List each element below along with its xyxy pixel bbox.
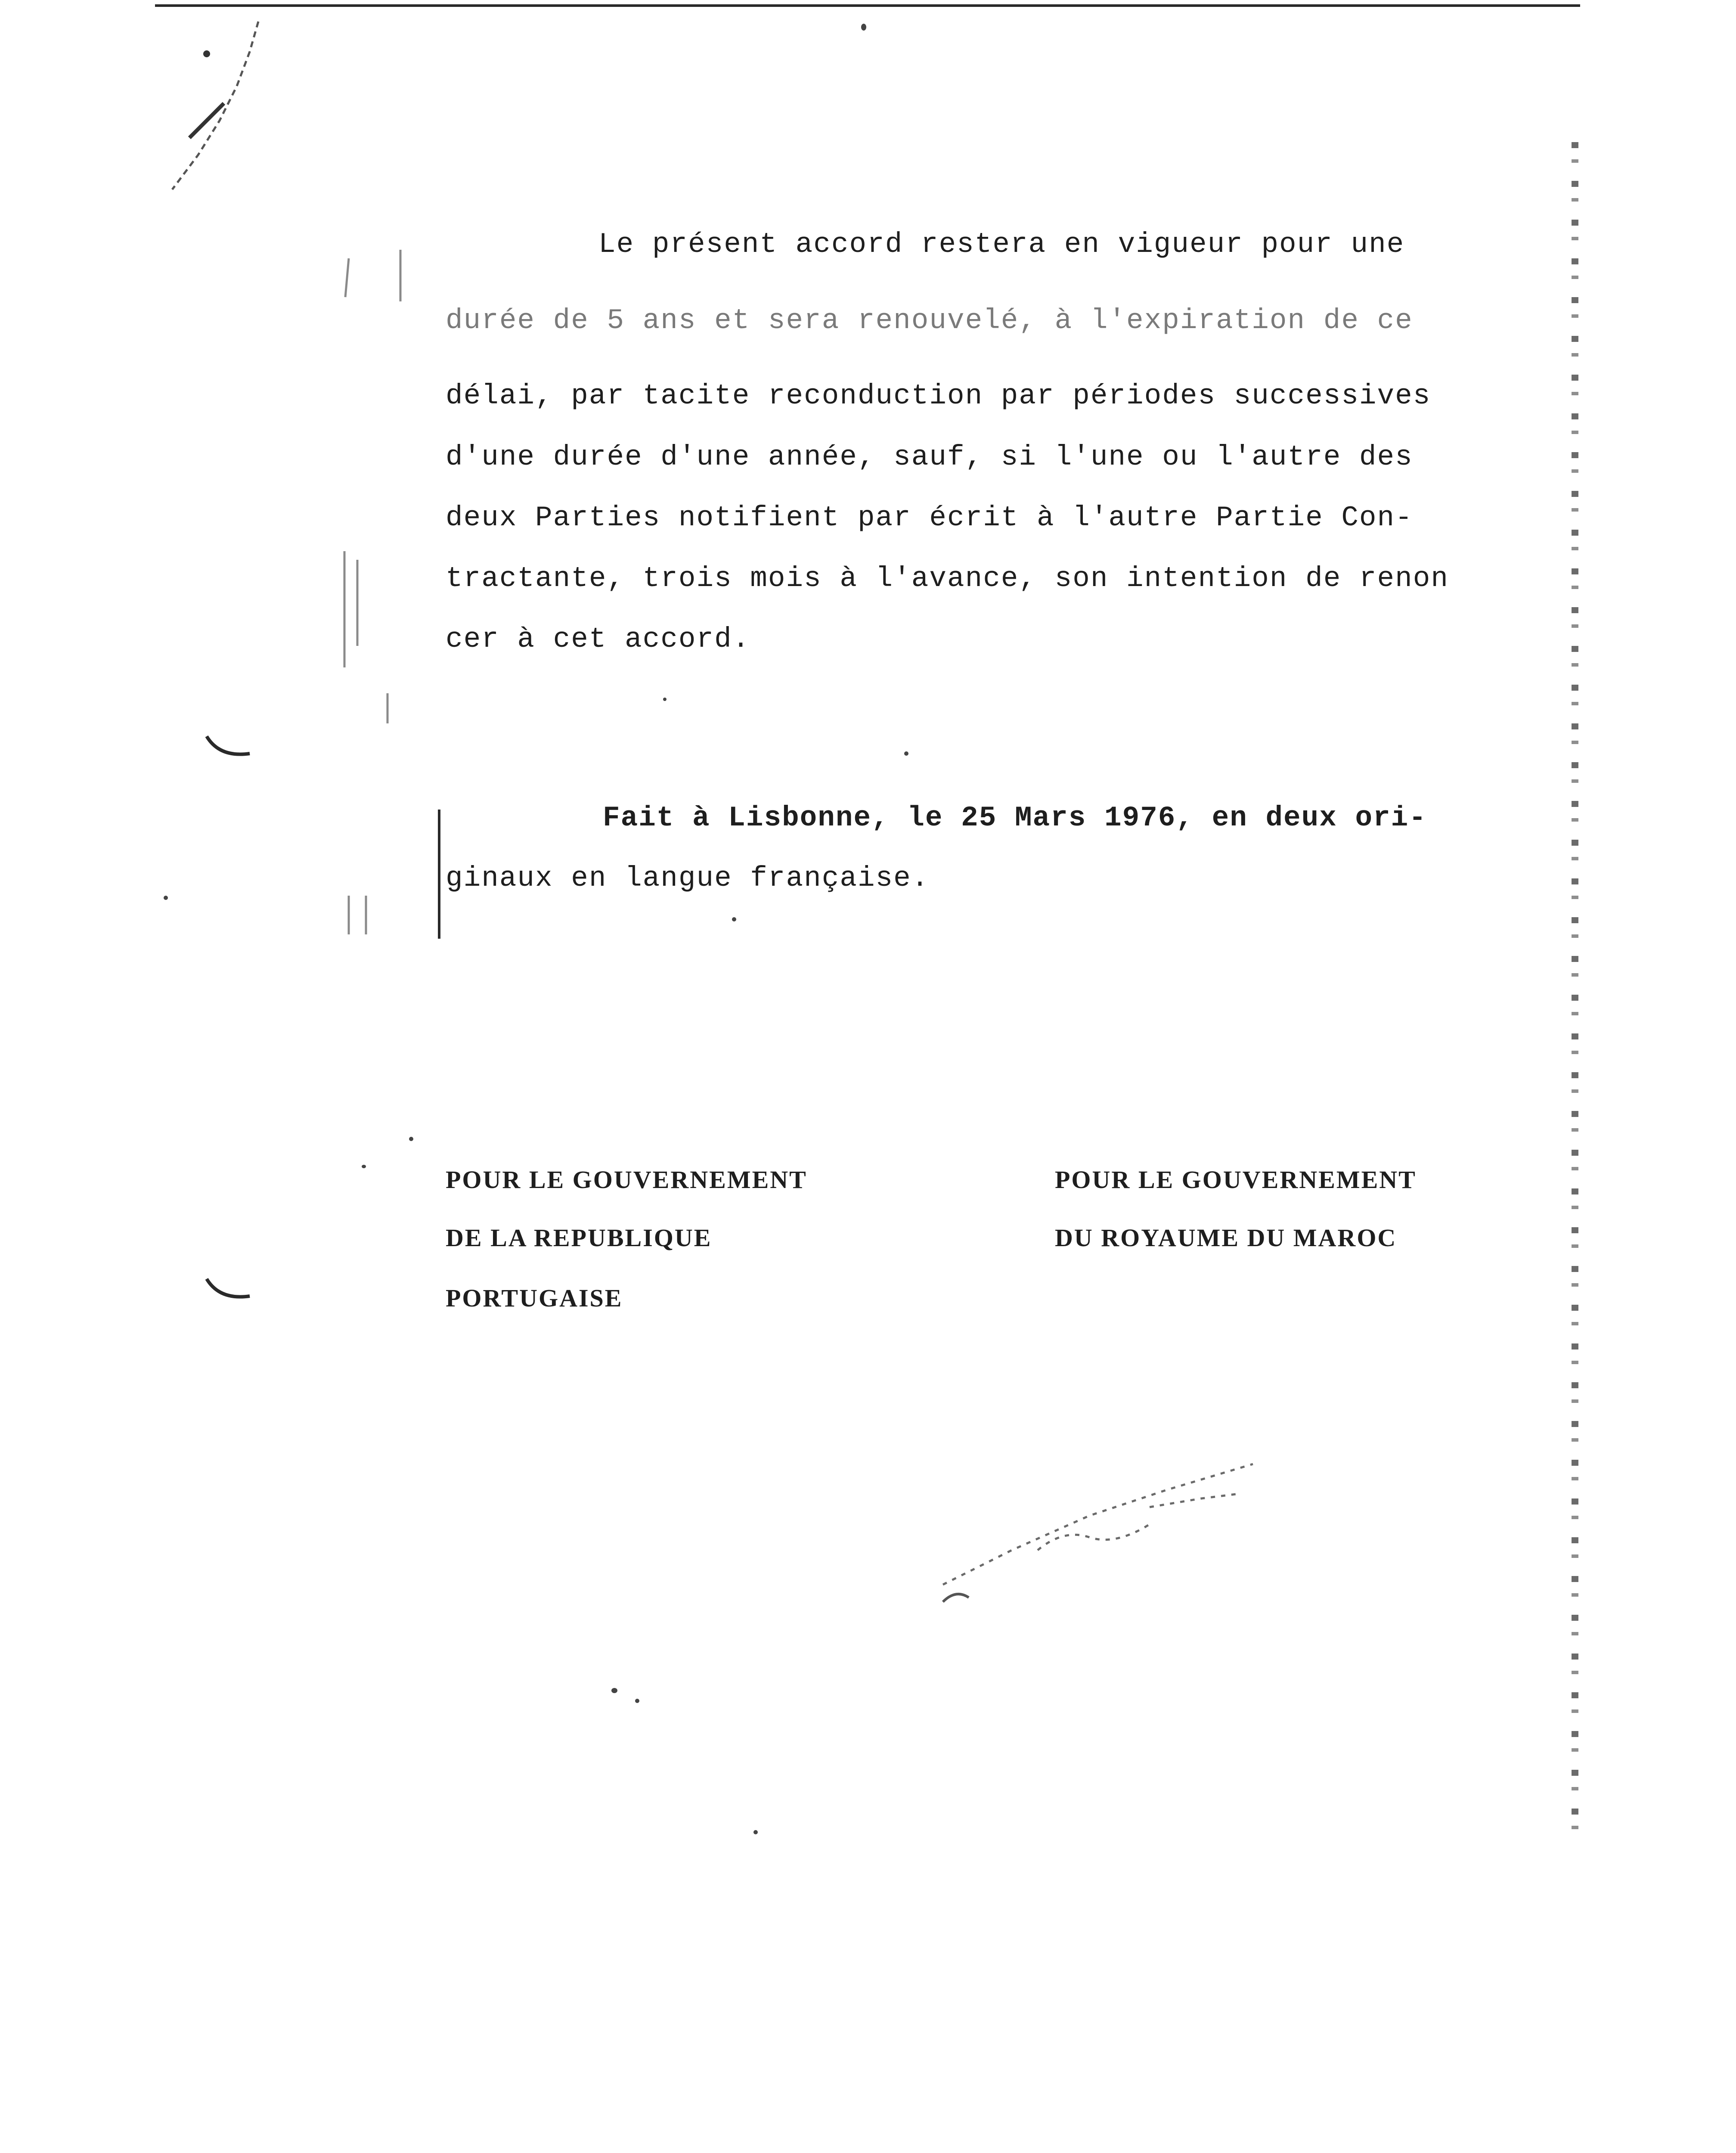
- speck: [164, 896, 168, 900]
- hook-mark-icon: [202, 1275, 254, 1309]
- signatory-left-line-3: PORTUGAISE: [446, 1284, 623, 1312]
- paragraph-1-line-5: deux Parties notifient par écrit à l'autre Partie Con-: [446, 502, 1413, 534]
- paragraph-1-line-1: Le présent accord restera en vigueur pour une: [598, 228, 1405, 261]
- signatory-left-line-1: POUR LE GOUVERNEMENT: [446, 1166, 807, 1194]
- margin-ticks: [336, 241, 482, 952]
- paragraph-2-line-2: ginaux en langue française.: [446, 862, 930, 894]
- speck: [611, 1688, 617, 1693]
- speck: [861, 24, 866, 31]
- speck: [904, 751, 908, 756]
- faint-stamp-icon: [926, 1421, 1270, 1619]
- speck: [362, 1165, 366, 1168]
- signatory-right-line-1: POUR LE GOUVERNEMENT: [1055, 1166, 1417, 1194]
- speck: [663, 698, 666, 701]
- speck: [409, 1137, 413, 1141]
- right-edge-binding: [1572, 142, 1578, 1843]
- speck: [635, 1699, 639, 1703]
- hook-mark-icon: [202, 732, 254, 766]
- paragraph-1-line-2: durée de 5 ans et sera renouvelé, à l'expiration de ce: [446, 304, 1413, 337]
- paragraph-1-line-7: cer à cet accord.: [446, 623, 750, 655]
- speck: [732, 917, 736, 921]
- paragraph-1-line-3: délai, par tacite reconduction par périodes successives: [446, 380, 1431, 412]
- paragraph-1-line-6: tractante, trois mois à l'avance, son intention de renon: [446, 562, 1449, 595]
- scribble-icon: [164, 13, 276, 194]
- top-rule: [155, 4, 1580, 7]
- paragraph-2-line-1: Fait à Lisbonne, le 25 Mars 1976, en deux ori-: [603, 802, 1427, 834]
- speck: [753, 1830, 758, 1834]
- paragraph-1-line-4: d'une durée d'une année, sauf, si l'une ou l'autre des: [446, 441, 1413, 473]
- signatory-right-line-2: DU ROYAUME DU MAROC: [1055, 1224, 1397, 1252]
- signatory-left-line-2: DE LA REPUBLIQUE: [446, 1224, 712, 1252]
